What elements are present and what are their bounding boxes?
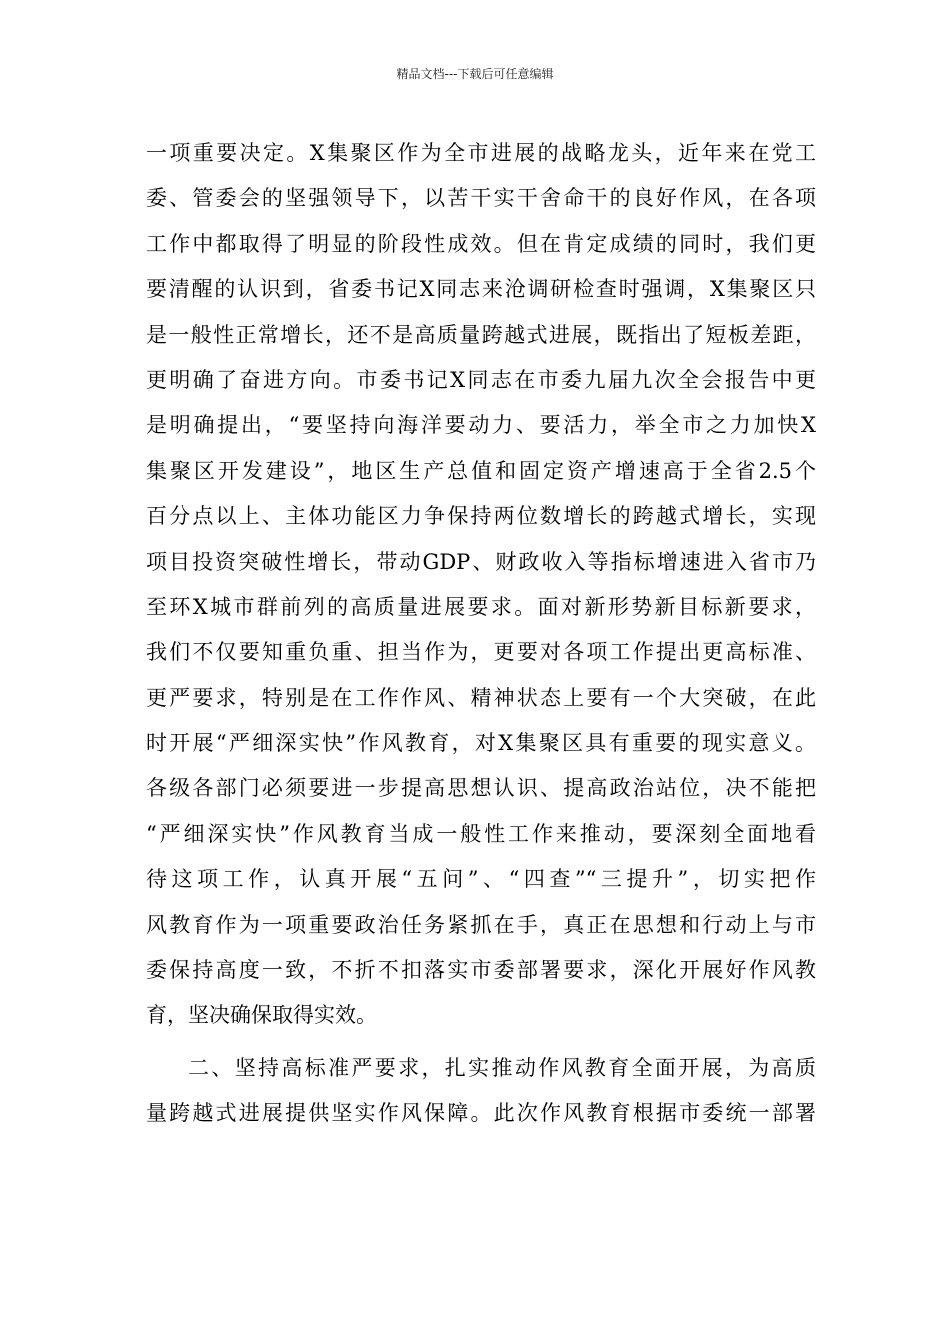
text-line: 更严要求，特别是在工作作风、精神状态上要有一个大突破，在此: [146, 685, 816, 710]
text-line: 至环X城市群前列的高质量进展要求。面对新形势新目标新要求，: [146, 594, 816, 619]
text-line: 委、管委会的坚强领导下，以苦干实干舍命干的良好作风，在各项: [146, 186, 816, 211]
paragraph-2: [146, 1046, 816, 1137]
text-line: 育，坚决确保取得实效。: [146, 1003, 377, 1028]
document-body: [146, 131, 816, 1137]
text-line: 百分点以上、主体功能区力争保持两位数增长的跨越式增长，实现: [146, 504, 816, 529]
page-header: 精品文档---下载后可任意编辑: [396, 67, 554, 81]
text-line: 待这项工作，认真开展“五问”、“四查”“三提升”，切实把作: [146, 867, 816, 892]
text-line: 一项重要决定。X集聚区作为全市进展的战略龙头，近年来在党工: [146, 141, 816, 165]
text-line: 各级各部门必须要进一步提高思想认识、提高政治站位，决不能把: [146, 776, 816, 801]
text-line: 时开展“严细深实快”作风教育，对X集聚区具有重要的现实意义。: [146, 731, 816, 756]
paragraph-1: [146, 131, 816, 1039]
text-line: 我们不仅要知重负重、担当作为，更要对各项工作提出更高标准、: [146, 640, 816, 665]
text-line: “严细深实快”作风教育当成一般性工作来推动，要深刻全面地看: [146, 821, 816, 846]
text-line: 项目投资突破性增长，带动GDP、财政收入等指标增速进入省市乃: [146, 549, 816, 574]
text-line: 二、坚持高标准严要求，扎实推动作风教育全面开展，为高质: [188, 1055, 816, 1080]
text-line: 风教育作为一项重要政治任务紧抓在手，真正在思想和行动上与市: [146, 912, 816, 937]
text-line: 工作中都取得了明显的阶段性成效。但在肯定成绩的同时，我们更: [146, 231, 816, 256]
text-line: 是一般性正常增长，还不是高质量跨越式进展，既指出了短板差距，: [146, 322, 816, 347]
text-line: 集聚区开发建设”，地区生产总值和固定资产增速高于全省2.5个: [146, 458, 816, 483]
text-line: 量跨越式进展提供坚实作风保障。此次作风教育根据市委统一部署: [146, 1101, 816, 1126]
text-line: 委保持高度一致，不折不扣落实市委部署要求，深化开展好作风教: [146, 958, 816, 983]
paragraph-gap: [146, 1039, 816, 1046]
text-line: 是明确提出，“要坚持向海洋要动力、要活力，举全市之力加快X: [146, 413, 816, 438]
text-line: 更明确了奋进方向。市委书记X同志在市委九届九次全会报告中更: [146, 367, 816, 392]
text-line: 要清醒的认识到，省委书记X同志来沧调研检查时强调，X集聚区只: [146, 277, 816, 302]
